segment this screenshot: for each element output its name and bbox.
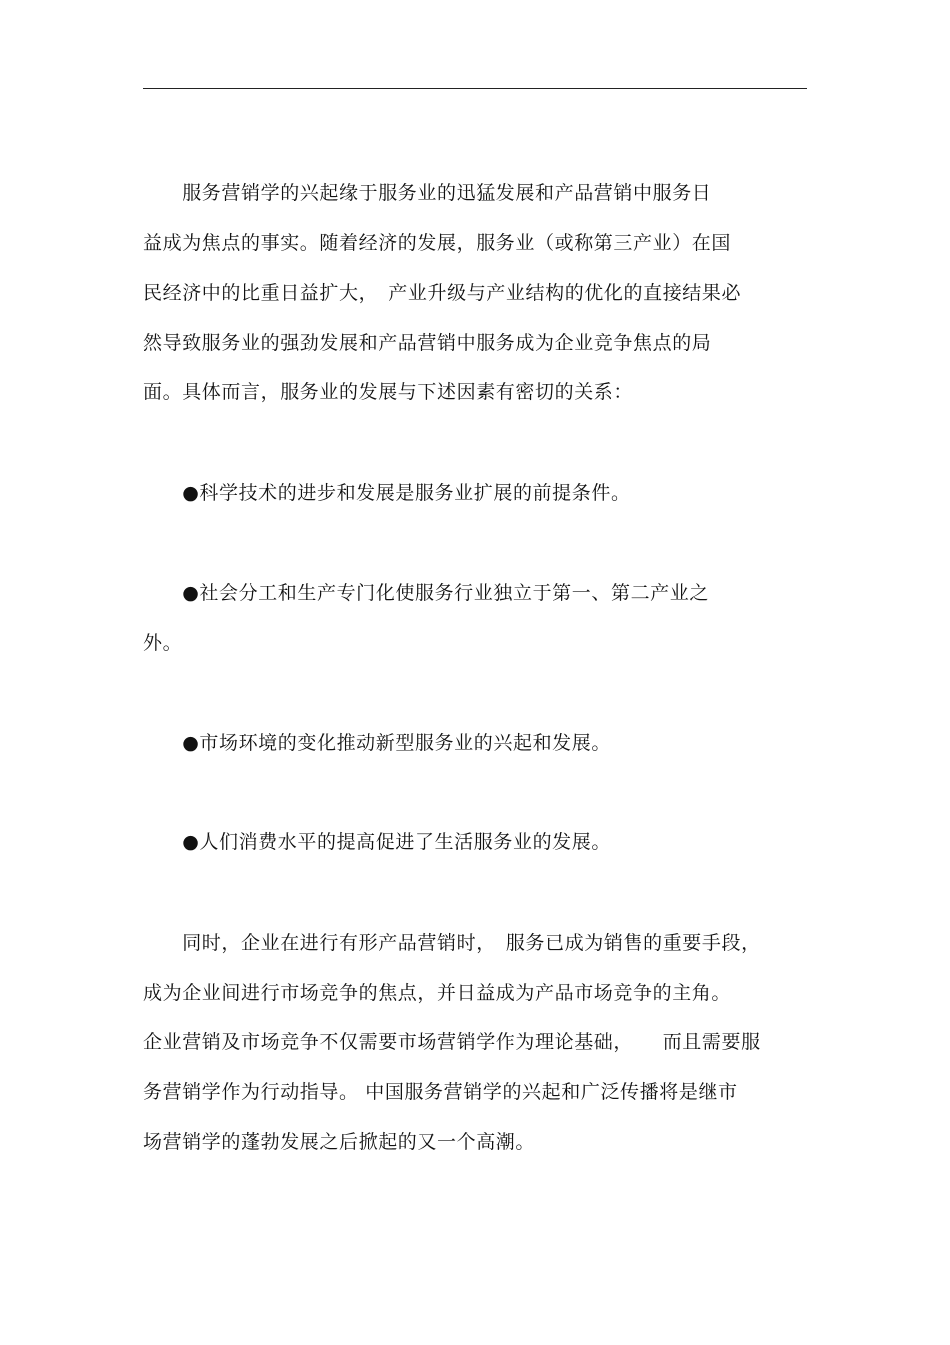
bullet-item-continuation: 外。	[143, 632, 183, 654]
header-rule	[143, 88, 807, 89]
text-line: 益成为焦点的事实。随着经济的发展，服务业（或称第三产业）在国	[143, 232, 732, 254]
bullet-item: ●人们消费水平的提高促进了生活服务业的发展。	[143, 831, 611, 853]
bullet-item: ●科学技术的进步和发展是服务业扩展的前提条件。	[143, 482, 631, 504]
text-line: 面。具体而言，服务业的发展与下述因素有密切的关系：	[143, 381, 634, 403]
text-line: 同时，企业在进行有形产品营销时， 服务已成为销售的重要手段，	[143, 932, 761, 954]
bullet-item: ●社会分工和生产专门化使服务行业独立于第一、第二产业之	[143, 582, 709, 604]
text-line: 务营销学作为行动指导。 中国服务营销学的兴起和广泛传播将是继市	[143, 1081, 738, 1103]
text-line: 成为企业间进行市场竞争的焦点，并日益成为产品市场竞争的主角。	[143, 982, 732, 1004]
text-line: 企业营销及市场竞争不仅需要市场营销学作为理论基础， 而且需要服	[143, 1031, 761, 1053]
text-line: 服务营销学的兴起缘于服务业的迅猛发展和产品营销中服务日	[143, 182, 712, 204]
text-line: 民经济中的比重日益扩大， 产业升级与产业结构的优化的直接结果必	[143, 282, 742, 304]
text-line: 然导致服务业的强劲发展和产品营销中服务成为企业竞争焦点的局	[143, 332, 712, 354]
text-line: 场营销学的蓬勃发展之后掀起的又一个高潮。	[143, 1131, 536, 1153]
bullet-item: ●市场环境的变化推动新型服务业的兴起和发展。	[143, 732, 611, 754]
